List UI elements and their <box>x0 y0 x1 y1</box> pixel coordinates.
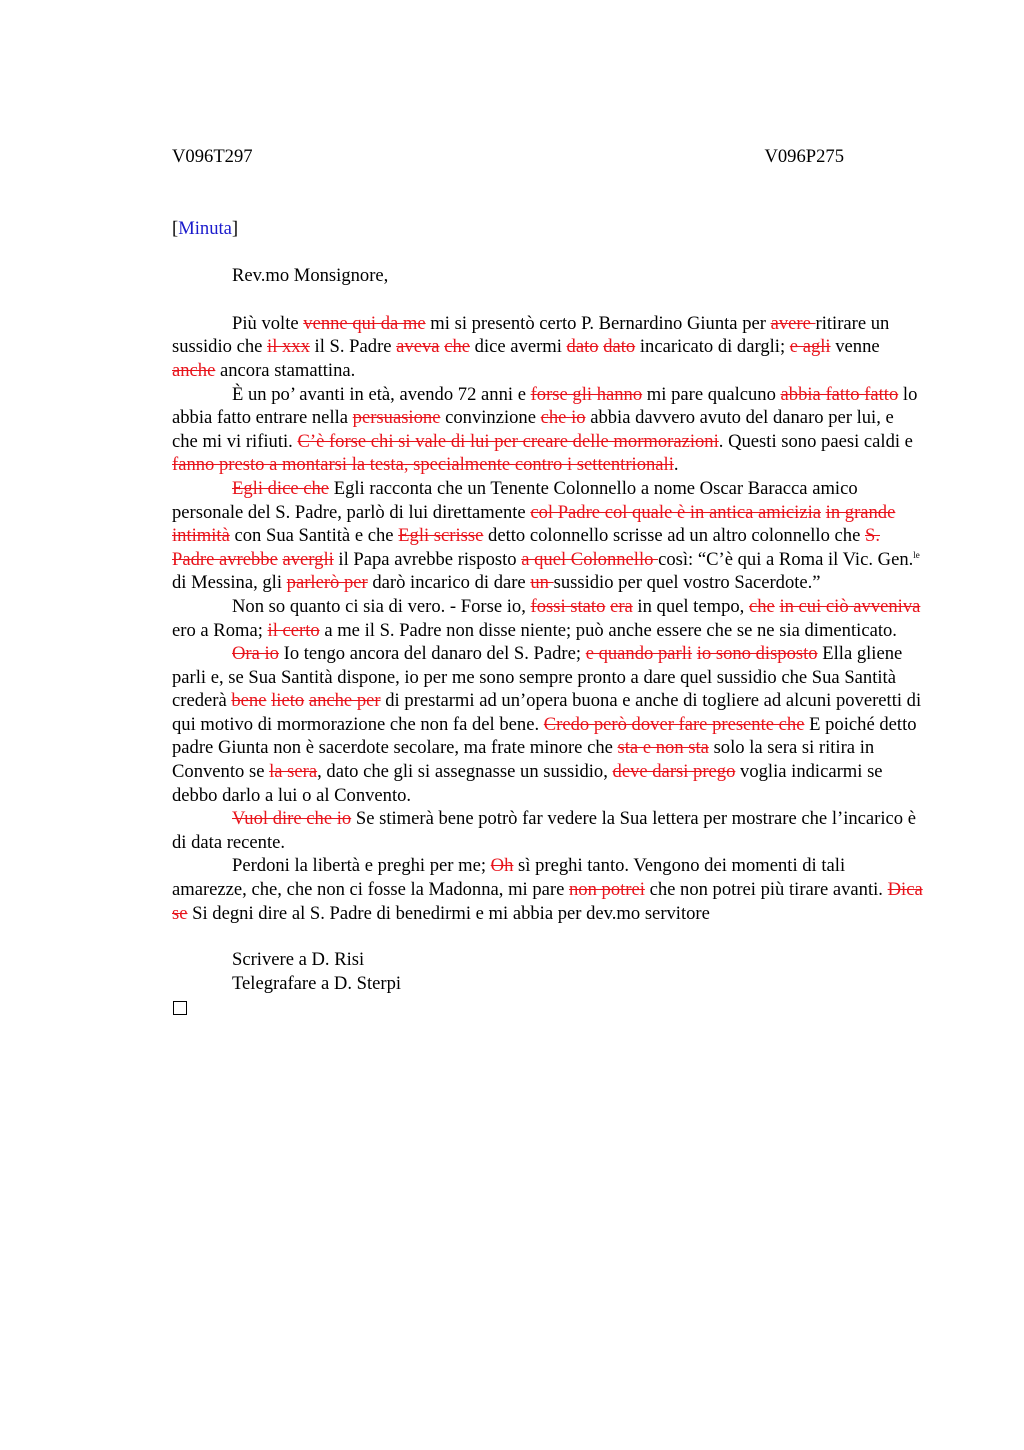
text-segment: il Papa avrebbe risposto <box>333 548 522 570</box>
text-segment: ancora stamattina. <box>215 359 356 381</box>
deleted-text: forse gli hanno <box>530 383 643 405</box>
paragraph <box>172 854 924 925</box>
deleted-text: la sera <box>269 761 318 783</box>
letter-body <box>172 312 924 925</box>
paragraph <box>172 642 924 807</box>
salutation: Rev.mo Monsignore, <box>232 265 389 287</box>
deleted-text: C’è forse chi si vale di lui per creare delle mormorazioni <box>297 430 719 452</box>
deleted-text: fanno presto a montarsi la testa, specialmente contro i settentrionali <box>172 454 674 476</box>
deleted-text: Dica se <box>172 879 923 924</box>
deleted-text: col Padre col quale è in antica amicizia <box>530 501 821 523</box>
text-segment: abbia davvero avuto del danaro per lui, e che mi vi rifiuti. <box>172 407 894 452</box>
text-segment: Non so quanto ci sia di vero. - Forse io, <box>232 595 531 617</box>
deleted-text: dato <box>566 336 599 358</box>
deleted-text: Egli scrisse <box>398 525 484 547</box>
document-page <box>172 145 924 1015</box>
deleted-text: in grande intimità <box>172 501 896 547</box>
bracket-open: [ <box>172 217 179 239</box>
text-segment: di prestarmi ad un’opera buona e anche di togliere ad alcuni poveretti di qui motivo di mormorazione che non fa del bene. <box>172 690 922 735</box>
text-segment: Egli racconta che un Tenente Colonnello a nome Oscar Baracca amico personale del S. Padre, parlò di lui direttamente <box>172 477 858 523</box>
text-segment: Più volte <box>232 312 304 334</box>
deleted-text: che <box>444 336 470 358</box>
paragraph <box>172 807 924 854</box>
deleted-text: abbia fatto fatto <box>780 383 899 405</box>
deleted-text: e quando parli <box>585 643 693 665</box>
text-segment: così: “C’è qui a Roma il Vic. Gen. <box>658 548 914 570</box>
deleted-text: che io <box>540 407 586 429</box>
note-line: Scrivere a D. Risi <box>232 949 365 971</box>
text-segment: incaricato di dargli; <box>635 336 790 358</box>
paragraph <box>172 312 924 383</box>
deleted-text: Vuol dire che io <box>232 808 352 830</box>
text-segment: di Messina, gli <box>172 572 287 594</box>
text-segment: E poiché detto padre Giunta non è sacerdote secolare, ma frate minore che <box>172 713 917 759</box>
text-segment: sì preghi tanto. Vengono dei momenti di tali amarezze, che, che non ci fosse la Madonna, mi pare <box>172 855 846 901</box>
deleted-text: avergli <box>282 548 334 570</box>
text-segment: Se stimerà bene potrò far vedere la Sua lettera per mostrare che l’incarico è di data recente. <box>172 808 916 853</box>
deleted-text: dato <box>603 336 636 358</box>
paragraph <box>172 477 924 595</box>
deleted-text: un <box>530 572 554 594</box>
text-segment: con Sua Santità e che <box>229 525 399 547</box>
text-segment: che non potrei più tirare avanti. <box>644 879 888 901</box>
deleted-text: persuasione <box>352 407 441 429</box>
deleted-text: il xxx <box>267 336 310 358</box>
text-segment: Si degni dire al S. Padre di benedirmi e mi abbia per dev.mo servitore <box>187 902 710 924</box>
deleted-text: deve darsi prego <box>612 761 736 783</box>
text-segment: . Questi sono paesi caldi e <box>718 430 913 452</box>
deleted-text: sta e non sta <box>617 737 709 759</box>
deleted-text: S. Padre avrebbe <box>172 525 880 570</box>
deleted-text: avere <box>770 312 816 334</box>
deleted-text: Oh <box>490 855 514 877</box>
text-segment: Ella gliene parli e, se Sua Santità dispone, io per me sono sempre pronto a dare quel sussidio che Sua Santità crederà <box>172 643 903 712</box>
document-header <box>172 145 844 169</box>
text-segment: Perdoni la libertà e preghi per me; <box>232 855 491 877</box>
deleted-text: Egli dice che <box>232 477 330 499</box>
text-segment: Io tengo ancora del danaro del S. Padre; <box>278 643 586 665</box>
text-segment: voglia indicarmi se debbo darlo a lui o al Convento. <box>172 761 883 806</box>
deleted-text: il certo <box>267 619 320 641</box>
deleted-text: Credo però dover fare presente che <box>543 713 805 735</box>
deleted-text: in cui ciò avveniva <box>779 595 921 617</box>
deleted-text: e agli <box>789 336 831 358</box>
text-segment: sussidio per quel vostro Sacerdote.” <box>553 572 821 594</box>
deleted-text: era <box>610 595 633 617</box>
header-right-code: V096P275 <box>764 146 844 167</box>
superscript: le <box>913 549 920 560</box>
deleted-text: che <box>748 595 775 617</box>
deleted-text: non potrei <box>569 879 645 901</box>
deleted-text: Ora io <box>232 643 279 665</box>
deleted-text: aveva <box>396 336 440 358</box>
deleted-text: fossi stato <box>530 595 606 617</box>
draft-label <box>172 217 924 241</box>
deleted-text: anche <box>172 359 216 381</box>
text-segment: , dato che gli si assegnasse un sussidio, <box>317 761 613 783</box>
bracket-close: ] <box>231 217 239 239</box>
paragraph <box>172 595 924 642</box>
deleted-text: io sono disposto <box>696 643 818 665</box>
note-line: Telegrafare a D. Sterpi <box>232 972 402 994</box>
paragraph <box>172 383 924 477</box>
text-segment: È un po’ avanti in età, avendo 72 anni e <box>232 383 531 405</box>
deleted-text: anche per <box>308 690 381 712</box>
deleted-text: a quel Colonnello <box>521 548 659 570</box>
checkbox-square <box>173 1001 187 1015</box>
deleted-text: bene <box>231 690 267 712</box>
text-segment: convinzione <box>440 407 541 429</box>
deleted-text: lieto <box>271 690 305 712</box>
header-left-code: V096T297 <box>172 146 253 167</box>
text-segment: ritirare un sussidio che <box>172 312 890 358</box>
deleted-text: parlerò per <box>286 572 368 594</box>
text-segment: ero a Roma; <box>172 619 268 641</box>
text-segment: solo la sera si ritira in Convento se <box>172 737 875 783</box>
text-segment: venne <box>830 336 880 358</box>
text-segment: dice avermi <box>470 336 567 358</box>
text-segment: mi pare qualcuno <box>642 383 781 405</box>
text-segment: lo abbia fatto entrare nella <box>172 383 918 429</box>
deleted-text: venne qui da me <box>303 312 426 334</box>
minuta-link[interactable]: Minuta <box>178 217 232 239</box>
text-segment: darò incarico di dare <box>367 572 531 594</box>
text-segment: mi si presentò certo P. Bernardino Giunta per <box>425 312 771 334</box>
notes <box>172 948 924 995</box>
text-segment: il S. Padre <box>309 336 397 358</box>
text-segment: detto colonnello scrisse ad un altro colonnello che <box>483 525 865 547</box>
text-segment: a me il S. Padre non disse niente; può anche essere che se ne sia dimenticato. <box>319 619 897 641</box>
text-segment: in quel tempo, <box>632 595 749 617</box>
text-segment: . <box>673 454 679 476</box>
